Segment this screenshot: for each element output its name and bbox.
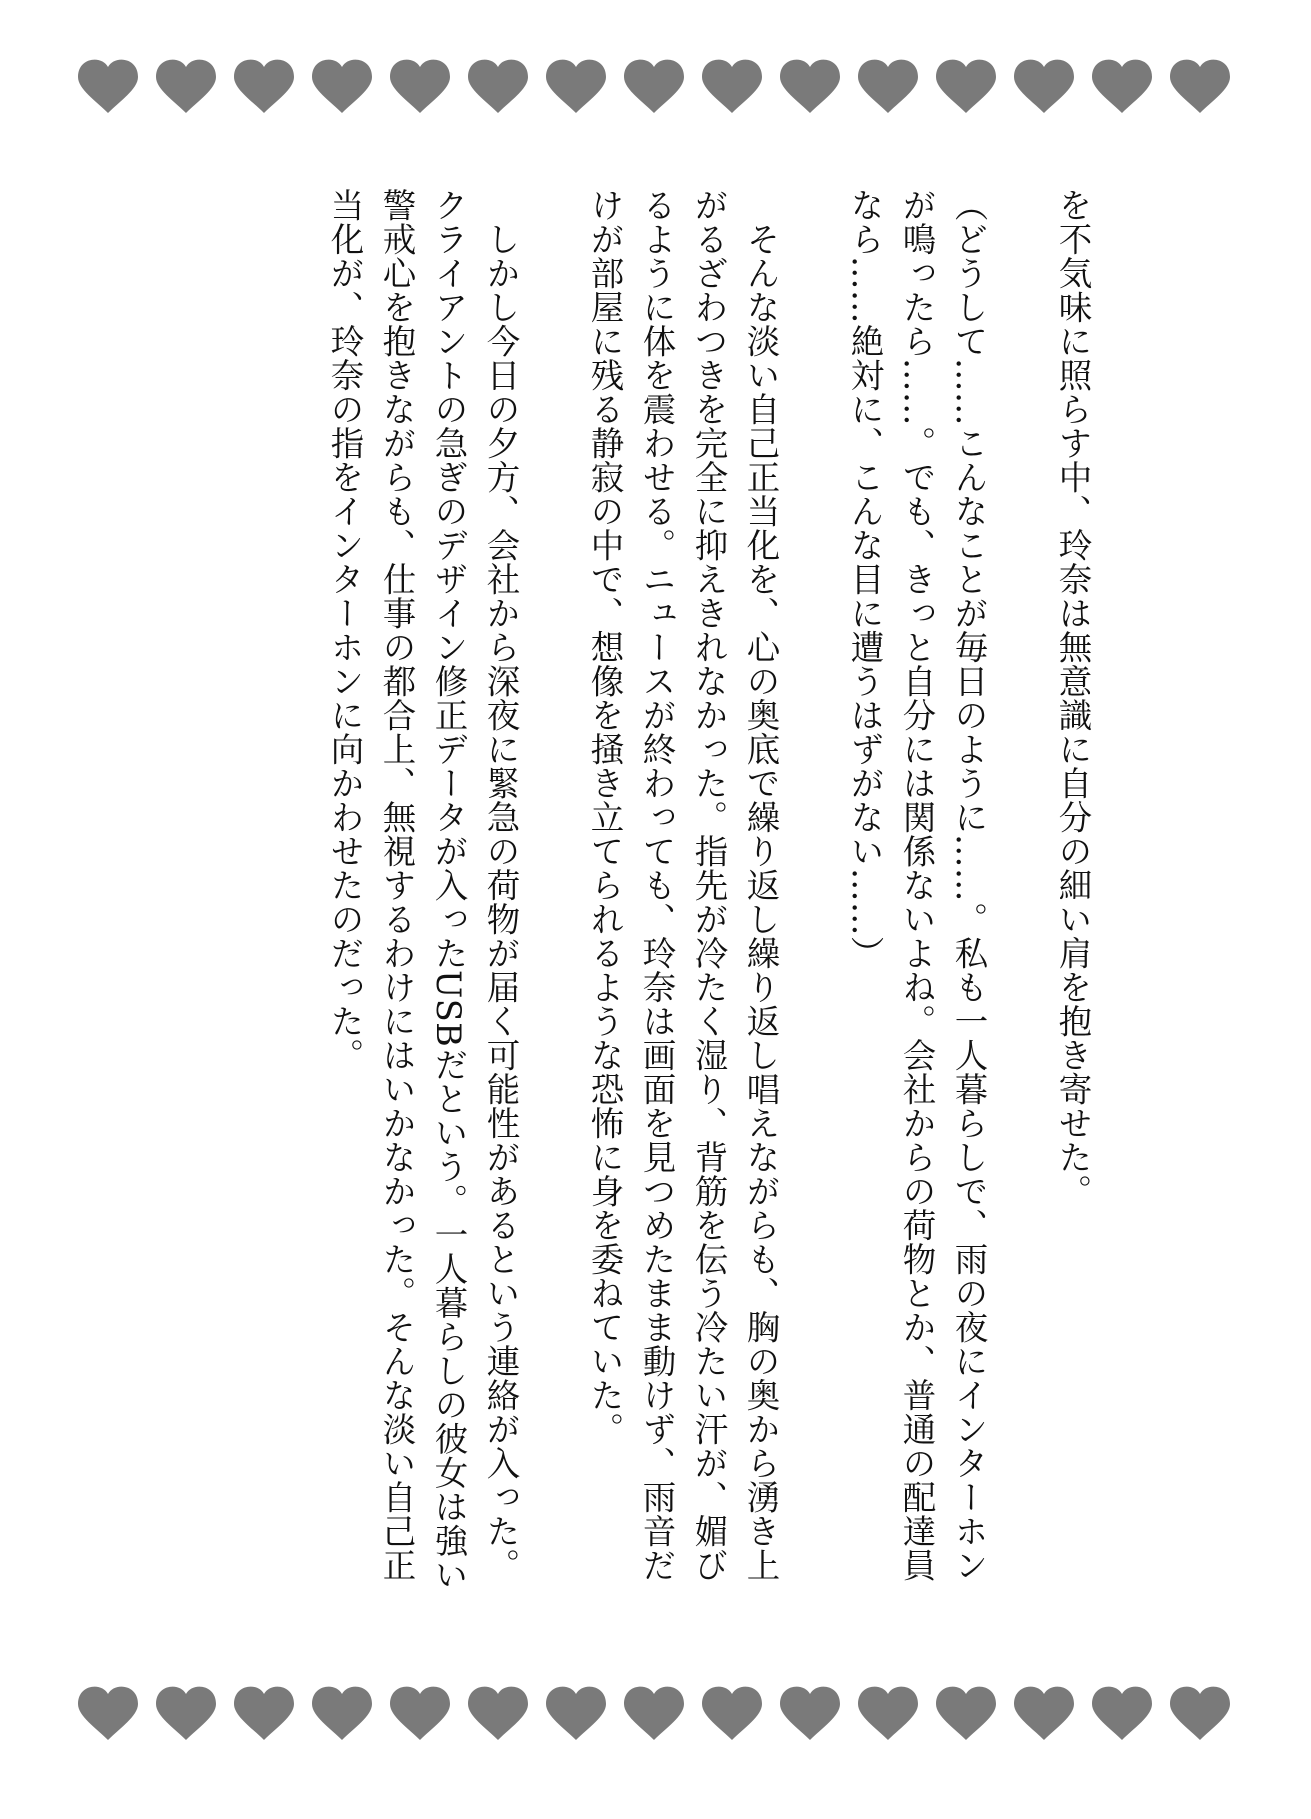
heart-icon bbox=[936, 60, 996, 113]
heart-icon bbox=[624, 60, 684, 113]
paragraph-2: （どうして……こんなことが毎日のように……。私も一人暮らしで、雨の夜にインターホンが鳴ったら……。でも、きっと自分には関係ないよね。会社からの荷物とか、普通の配達員なら……絶対に、こんな目に遭うはずがない……） bbox=[845, 188, 988, 1582]
heart-icon bbox=[1092, 1687, 1152, 1740]
heart-icon bbox=[234, 1687, 294, 1740]
heart-icon bbox=[702, 1687, 762, 1740]
heart-icon bbox=[546, 1687, 606, 1740]
heart-icon bbox=[1014, 60, 1074, 113]
bottom-heart-border bbox=[0, 1672, 1311, 1752]
heart-icon bbox=[1014, 1687, 1074, 1740]
heart-icon bbox=[546, 60, 606, 113]
heart-icon bbox=[78, 60, 138, 113]
heart-icon bbox=[1170, 1687, 1230, 1740]
paragraph-spacer bbox=[994, 188, 1046, 1608]
heart-icon bbox=[468, 1687, 528, 1740]
heart-icon bbox=[624, 1687, 684, 1740]
heart-icon bbox=[468, 60, 528, 113]
paragraph-spacer bbox=[526, 188, 578, 1608]
paragraph-3: そんな淡い自己正当化を、心の奥底で繰り返し繰り返し唱えながらも、胸の奥から湧き上がるざわつきを完全に抑えきれなかった。指先が冷たく湿り、背筋を伝う冷たい汗が、媚びるように体を震わせる。ニュースが終わっても、玲奈は画面を見つめたまま動けず、雨音だけが部屋に残る静寂の中で、想像を掻き立てられるような恐怖に身を委ねていた。 bbox=[585, 188, 780, 1582]
paragraph-1: を不気味に照らす中、玲奈は無意識に自分の細い肩を抱き寄せた。 bbox=[1053, 188, 1092, 1208]
heart-icon bbox=[390, 60, 450, 113]
heart-icon bbox=[312, 60, 372, 113]
heart-icon bbox=[156, 1687, 216, 1740]
heart-icon bbox=[390, 1687, 450, 1740]
heart-icon bbox=[858, 1687, 918, 1740]
heart-icon bbox=[780, 1687, 840, 1740]
paragraph-4: しかし今日の夕方、会社から深夜に緊急の荷物が届く可能性があるという連絡が入った。クライアントの急ぎのデザイン修正データが入ったUSBだという。一人暮らしの彼女は強い警戒心を抱きながらも、仕事の都合上、無視するわけにはいかなかった。そんな淡い自己正当化が、玲奈の指をインターホンに向かわせたのだった。 bbox=[325, 188, 520, 1592]
heart-icon bbox=[78, 1687, 138, 1740]
heart-icon bbox=[936, 1687, 996, 1740]
heart-icon bbox=[234, 60, 294, 113]
top-heart-row bbox=[0, 45, 1311, 125]
heart-icon bbox=[858, 60, 918, 113]
heart-icon bbox=[702, 60, 762, 113]
top-heart-border bbox=[0, 45, 1311, 125]
heart-icon bbox=[780, 60, 840, 113]
heart-icon bbox=[1170, 60, 1230, 113]
bottom-heart-row bbox=[0, 1672, 1311, 1752]
vertical-text-body bbox=[268, 188, 1098, 1608]
heart-icon bbox=[312, 1687, 372, 1740]
heart-icon bbox=[156, 60, 216, 113]
paragraph-spacer bbox=[786, 188, 838, 1608]
heart-icon bbox=[1092, 60, 1152, 113]
